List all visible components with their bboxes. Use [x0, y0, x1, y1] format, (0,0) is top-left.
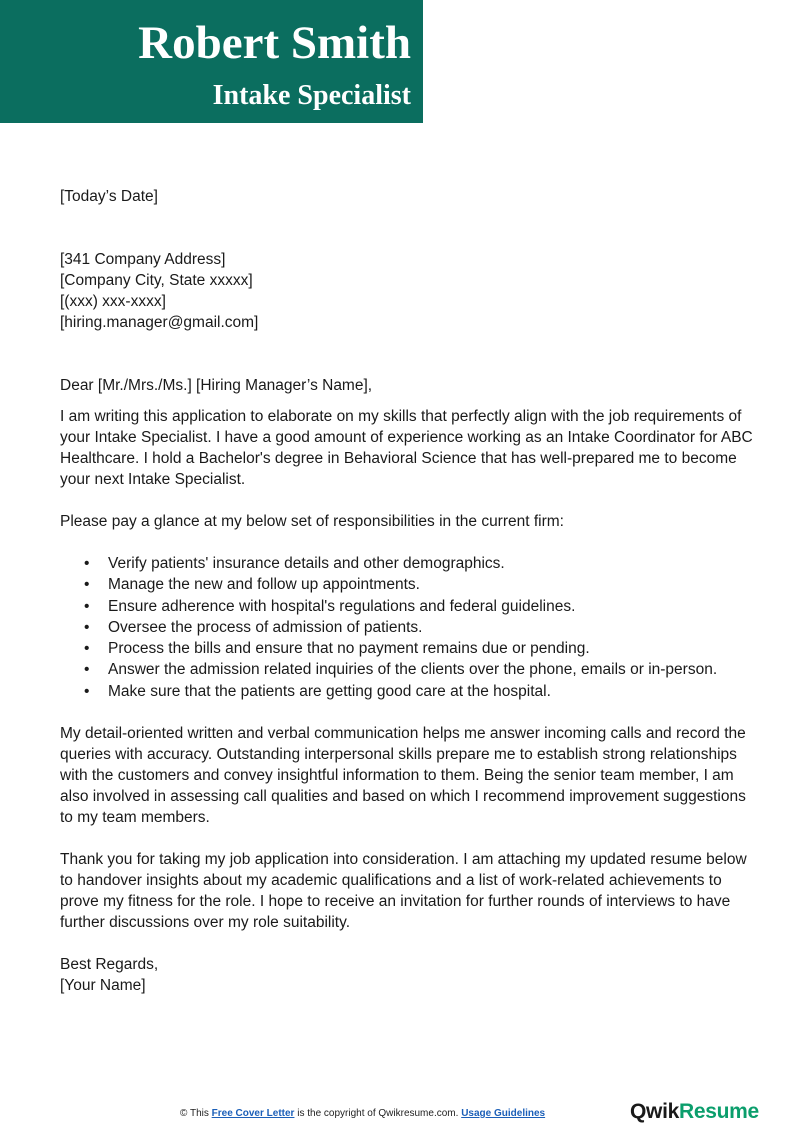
logo-text-resume: Resume — [678, 1100, 759, 1123]
copyright-note — [180, 1108, 545, 1119]
list-item-text: Ensure adherence with hospital's regulations and federal guidelines. — [108, 597, 576, 615]
letter-date: [Today’s Date] — [60, 188, 158, 205]
free-cover-letter-link[interactable]: Free Cover Letter — [211, 1108, 295, 1119]
list-item-text: Make sure that the patients are getting good care at the hospital. — [108, 682, 551, 700]
bullet-icon: • — [84, 640, 90, 658]
list-item — [60, 659, 760, 680]
job-title: Intake Specialist — [212, 80, 411, 111]
bullet-icon: • — [84, 555, 90, 572]
responsibilities-lead-in: Please pay a glance at my below set of responsibilities in the current firm: — [60, 513, 564, 530]
letter-body — [60, 186, 760, 996]
header-band — [0, 0, 423, 123]
copyright-middle: is the copyright of Qwikresume.com. — [297, 1108, 459, 1119]
list-item — [60, 553, 760, 574]
list-item — [60, 596, 760, 617]
list-item — [60, 574, 760, 595]
salutation: Dear [Mr./Mrs./Ms.] [Hiring Manager’s Name], — [60, 377, 373, 394]
list-item-text: Answer the admission related inquiries of the clients over the phone, emails or in-person. — [108, 661, 718, 679]
list-item — [60, 638, 760, 659]
logo-text-qwik: Qwik — [630, 1100, 679, 1123]
bullet-icon: • — [84, 618, 90, 636]
bullet-icon: • — [84, 576, 90, 594]
address-line: [hiring.manager@gmail.com] — [60, 314, 259, 331]
qwikresume-logo[interactable] — [630, 1100, 759, 1124]
body-paragraph: My detail-oriented written and verbal communication helps me answer incoming calls and record the queries with accuracy. Outstanding interpersonal skills prepare me to establish strong relationships with the customers and convey insightful information to them. Being the senior team member, I am also involved in assessing call qualities and based on which I recommend improvement suggestions to my team members. — [60, 725, 746, 827]
usage-guidelines-link[interactable]: Usage Guidelines — [461, 1108, 546, 1119]
bullet-icon: • — [84, 661, 90, 679]
applicant-name: Robert Smith — [138, 17, 411, 69]
list-item-text: Oversee the process of admission of patients. — [108, 618, 423, 636]
signature-name: [Your Name] — [60, 977, 146, 995]
intro-paragraph: I am writing this application to elaborate on my skills that perfectly align with the job requirements of your Intake Specialist. I have a good amount of experience working as an Intake Coordinator for ABC Healthcare. I hold a Bachelor's degree in Behavioral Science that has well-prepared me to become your next Intake Specialist. — [60, 408, 753, 488]
address-line: [341 Company Address] — [60, 251, 226, 268]
list-item-text: Process the bills and ensure that no payment remains due or pending. — [108, 640, 590, 658]
list-item — [60, 617, 760, 638]
footer — [0, 1100, 800, 1131]
closing-paragraph: Thank you for taking my job application into consideration. I am attaching my updated resume below to handover insights about my academic qualifications and a list of work-related achievements to prove my fitness for the role. I hope to receive an invitation for further rounds of interviews to have further discussions over my role suitability. — [60, 851, 747, 932]
list-item-text: Verify patients' insurance details and other demographics. — [108, 555, 505, 572]
address-line: [Company City, State xxxxx] — [60, 272, 253, 289]
copyright-prefix: © This — [180, 1108, 209, 1119]
signoff-block — [60, 954, 760, 996]
list-item-text: Manage the new and follow up appointments. — [108, 576, 420, 594]
bullet-icon: • — [84, 597, 90, 615]
address-line: [(xxx) xxx-xxxx] — [60, 293, 166, 310]
list-item — [60, 681, 760, 702]
signoff: Best Regards, — [60, 956, 159, 974]
responsibilities-list — [60, 553, 760, 702]
bullet-icon: • — [84, 682, 90, 700]
recipient-address — [60, 249, 760, 333]
